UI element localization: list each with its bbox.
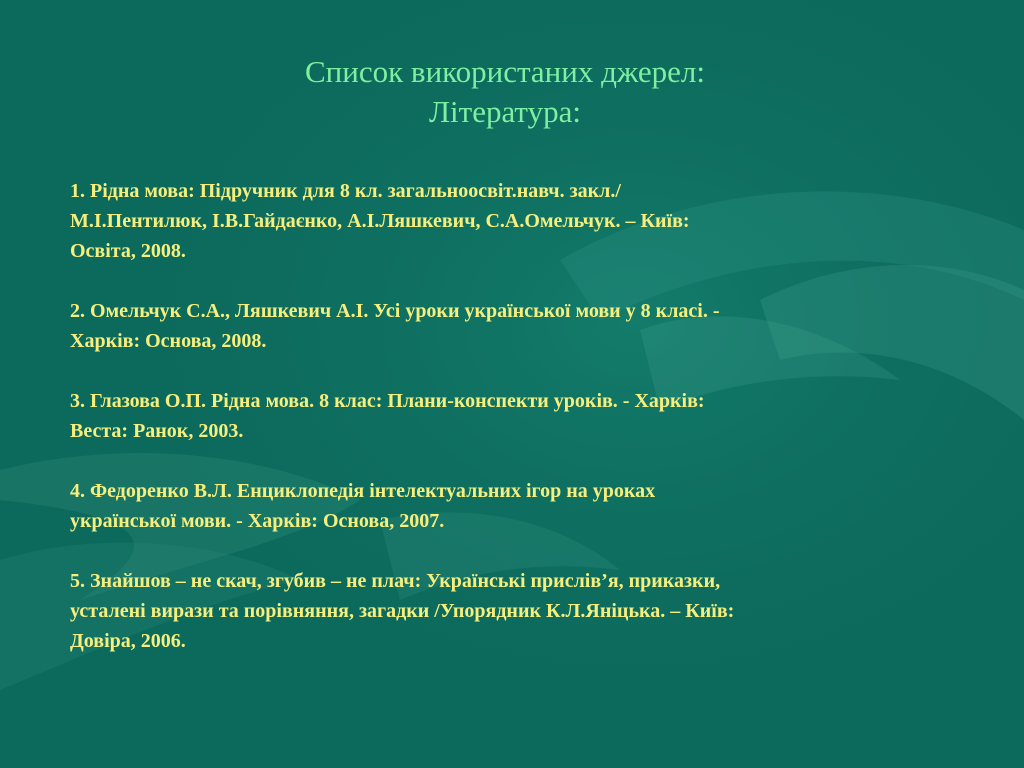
slide-title-block: [0, 52, 1010, 132]
slide-title: Список використаних джерел:: [305, 54, 705, 89]
reference-line: 4. Федоренко В.Л. Енциклопедія інтелектуальних ігор на уроках: [70, 480, 656, 502]
reference-item: [70, 176, 950, 266]
reference-line: української мови. - Харків: Основа, 2007.: [70, 510, 445, 532]
reference-line: 1. Рідна мова: Підручник для 8 кл. загальноосвіт.навч. закл./: [70, 180, 621, 202]
reference-line: 3. Глазова О.П. Рідна мова. 8 клас: Плани-конспекти уроків. - Харків:: [70, 390, 705, 412]
reference-line: Веста: Ранок, 2003.: [70, 420, 244, 442]
reference-item: [70, 386, 950, 446]
slide-subtitle: Література:: [429, 94, 581, 129]
reference-line: 5. Знайшов – не скач, згубив – не плач: Українські прислів’я, приказки,: [70, 570, 721, 592]
reference-line: усталені вирази та порівняння, загадки /Упорядник К.Л.Яніцька. – Київ:: [70, 600, 735, 622]
reference-item: [70, 296, 950, 356]
reference-item: [70, 566, 950, 656]
reference-line: Освіта, 2008.: [70, 240, 186, 262]
reference-line: Довіра, 2006.: [70, 630, 186, 652]
reference-line: М.І.Пентилюк, І.В.Гайдаєнко, А.І.Ляшкевич, С.А.Омельчук. – Київ:: [70, 210, 690, 232]
reference-item: [70, 476, 950, 536]
reference-line: Харків: Основа, 2008.: [70, 330, 267, 352]
reference-line: 2. Омельчук С.А., Ляшкевич А.І. Усі уроки української мови у 8 класі. -: [70, 300, 720, 322]
reference-list: [70, 176, 950, 686]
